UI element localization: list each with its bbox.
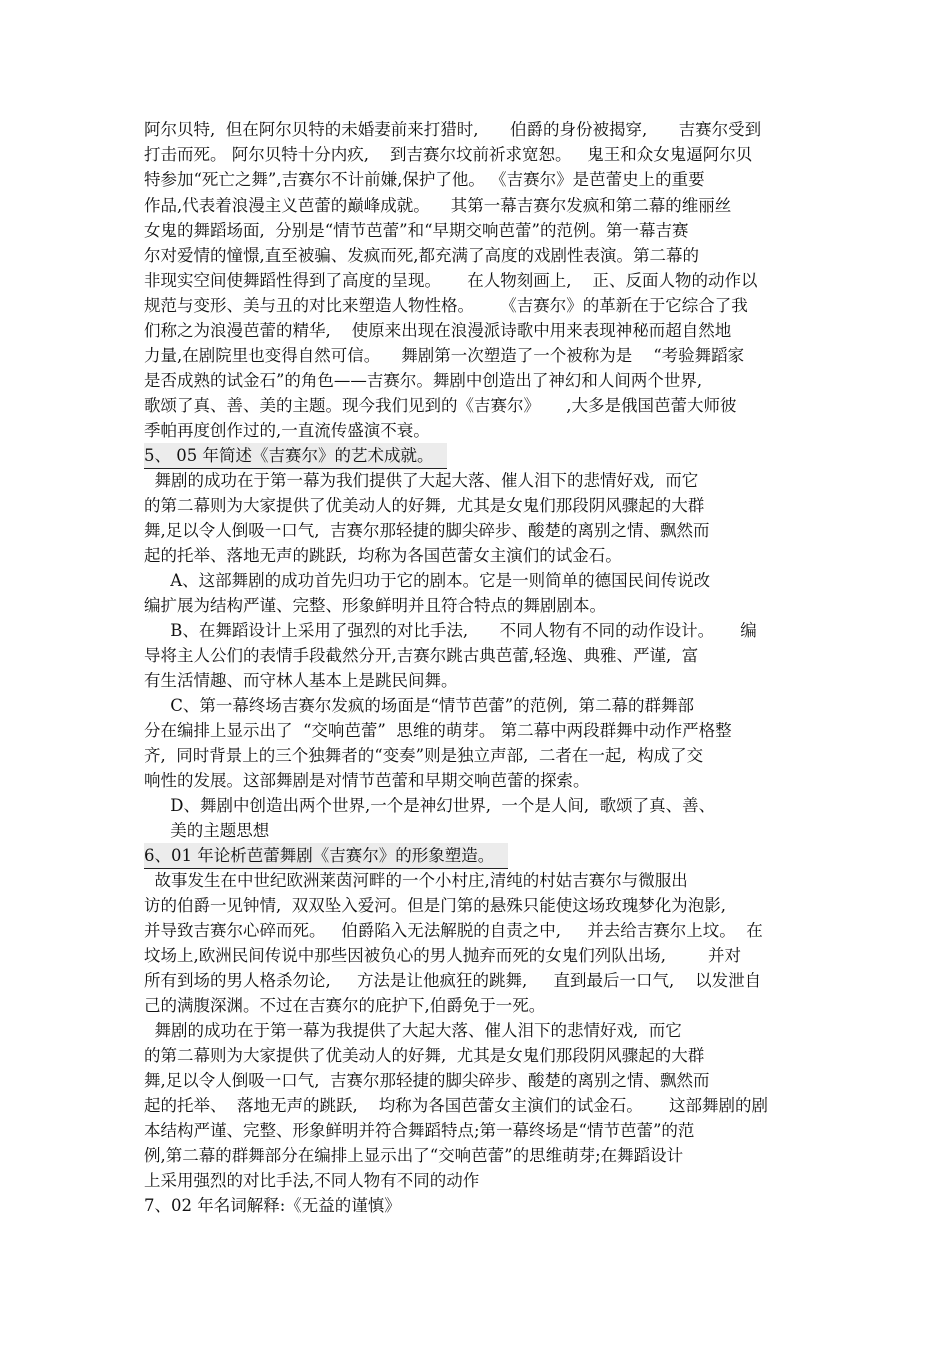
text-line: 故事发生在中世纪欧洲莱茵河畔的一个小村庄,清纯的村姑吉赛尔与微服出: [144, 871, 688, 890]
text-line: B、在舞蹈设计上采用了强烈的对比手法, 不同人物有不同的动作设计。 编: [144, 621, 757, 640]
text-line: 起的托举、落地无声的跳跃, 均称为各国芭蕾女主演们的试金石。: [144, 546, 622, 565]
text-line: 导将主人公们的表情手段截然分开,吉赛尔跳古典芭蕾,轻逸、典雅、严谨, 富: [144, 646, 699, 665]
text-line: 舞,足以令人倒吸一口气, 吉赛尔那轻捷的脚尖碎步、酸楚的离别之情、飘然而: [144, 521, 710, 540]
text-line: 歌颂了真、善、美的主题。现今我们见到的《吉赛尔》 ,大多是俄国芭蕾大师彼: [144, 396, 737, 415]
text-line: 阿尔贝特, 但在阿尔贝特的未婚妻前来打猎时, 伯爵的身份被揭穿, 吉赛尔受到: [144, 120, 762, 139]
text-line: 女鬼的舞蹈场面, 分别是“情节芭蕾”和“早期交响芭蕾”的范例。第一幕吉赛: [144, 221, 689, 240]
text-line: A、这部舞剧的成功首先归功于它的剧本。它是一则简单的德国民间传说改: [144, 571, 711, 590]
text-line: D、舞剧中创造出两个世界,一个是神幻世界, 一个是人间, 歌颂了真、善、: [144, 796, 716, 815]
text-line: 访的伯爵一见钟情, 双双坠入爱河。但是门第的悬殊只能使这场玫瑰梦化为泡影,: [144, 896, 726, 915]
text-line: 本结构严谨、完整、形象鲜明并符合舞蹈特点;第一幕终场是“情节芭蕾”的范: [144, 1121, 695, 1140]
section-5-heading: 5、 05 年简述《吉赛尔》的艺术成就。: [144, 443, 447, 469]
text-line: 编扩展为结构严谨、完整、形象鲜明并且符合特点的舞剧剧本。: [144, 596, 606, 615]
text-line: 打击而死。 阿尔贝特十分内疚, 到吉赛尔坟前祈求宽恕。 鬼王和众女鬼逼阿尔贝: [144, 145, 753, 164]
text-line: 例,第二幕的群舞部分在编排上显示出了“交响芭蕾”的思维萌芽;在舞蹈设计: [144, 1146, 684, 1165]
text-line: 美的主题思想: [144, 821, 270, 840]
text-line: 所有到场的男人格杀勿论, 方法是让他疯狂的跳舞, 直到最后一口气, 以发泄自: [144, 971, 762, 990]
text-line: 舞,足以令人倒吸一口气, 吉赛尔那轻捷的脚尖碎步、酸楚的离别之情、飘然而: [144, 1071, 710, 1090]
text-line: 响性的发展。这部舞剧是对情节芭蕾和早期交响芭蕾的探索。: [144, 771, 590, 790]
text-line: 舞剧的成功在于第一幕为我们提供了大起大落、催人泪下的悲情好戏, 而它: [144, 471, 699, 490]
text-line: 作品,代表着浪漫主义芭蕾的巅峰成就。 其第一幕吉赛尔发疯和第二幕的维丽丝: [144, 196, 732, 215]
text-line: 的第二幕则为大家提供了优美动人的好舞, 尤其是女鬼们那段阴风骤起的大群: [144, 496, 705, 515]
text-line: 季帕再度创作过的,一直流传盛演不衰。: [144, 421, 430, 440]
text-line: 是否成熟的试金石”的角色——吉赛尔。舞剧中创造出了神幻和人间两个世界,: [144, 371, 703, 390]
text-line: 舞剧的成功在于第一幕为我提供了大起大落、催人泪下的悲情好戏, 而它: [144, 1021, 682, 1040]
text-line: 尔对爱情的憧憬,直至被骗、发疯而死,都充满了高度的戏剧性表演。第二幕的: [144, 246, 699, 265]
text-line: 齐, 同时背景上的三个独舞者的“变奏”则是独立声部, 二者在一起, 构成了交: [144, 746, 704, 765]
text-line: 分在编排上显示出了 “交响芭蕾” 思维的萌芽。 第二幕中两段群舞中动作严格整: [144, 721, 732, 740]
text-line: 有生活情趣、而守林人基本上是跳民间舞。: [144, 671, 458, 690]
text-line: 的第二幕则为大家提供了优美动人的好舞, 尤其是女鬼们那段阴风骤起的大群: [144, 1046, 705, 1065]
text-line: 坟场上,欧洲民间传说中那些因被负心的男人抛弃而死的女鬼们列队出场, 并对: [144, 946, 741, 965]
text-line: 起的托举、 落地无声的跳跃, 均称为各国芭蕾女主演们的试金石。 这部舞剧的剧: [144, 1096, 768, 1115]
text-line: 非现实空间使舞蹈性得到了高度的呈现。 在人物刻画上, 正、反面人物的动作以: [144, 271, 758, 290]
text-line: 上采用强烈的对比手法,不同人物有不同的动作: [144, 1171, 480, 1190]
text-line: 并导致吉赛尔心碎而死。 伯爵陷入无法解脱的自责之中, 并去给吉赛尔上坟。 在: [144, 921, 763, 940]
text-line: 己的满腹深渊。不过在吉赛尔的庇护下,伯爵免于一死。: [144, 996, 546, 1015]
text-line: C、第一幕终场吉赛尔发疯的场面是“情节芭蕾”的范例, 第二幕的群舞部: [144, 696, 694, 715]
section-6-heading: 6、01 年论析芭蕾舞剧《吉赛尔》的形象塑造。: [144, 843, 508, 869]
text-line: 们称之为浪漫芭蕾的精华, 使原来出现在浪漫派诗歌中用来表现神秘而超自然地: [144, 321, 732, 340]
text-line: 规范与变形、美与丑的对比来塑造人物性格。 《吉赛尔》的革新在于它综合了我: [144, 296, 748, 315]
text-line: 力量,在剧院里也变得自然可信。 舞剧第一次塑造了一个被称为是 “考验舞蹈家: [144, 346, 745, 365]
text-line: 特参加“死亡之舞”,吉赛尔不计前嫌,保护了他。 《吉赛尔》是芭蕾史上的重要: [144, 170, 705, 189]
section-7-heading: 7、02 年名词解释:《无益的谨慎》: [144, 1196, 401, 1215]
